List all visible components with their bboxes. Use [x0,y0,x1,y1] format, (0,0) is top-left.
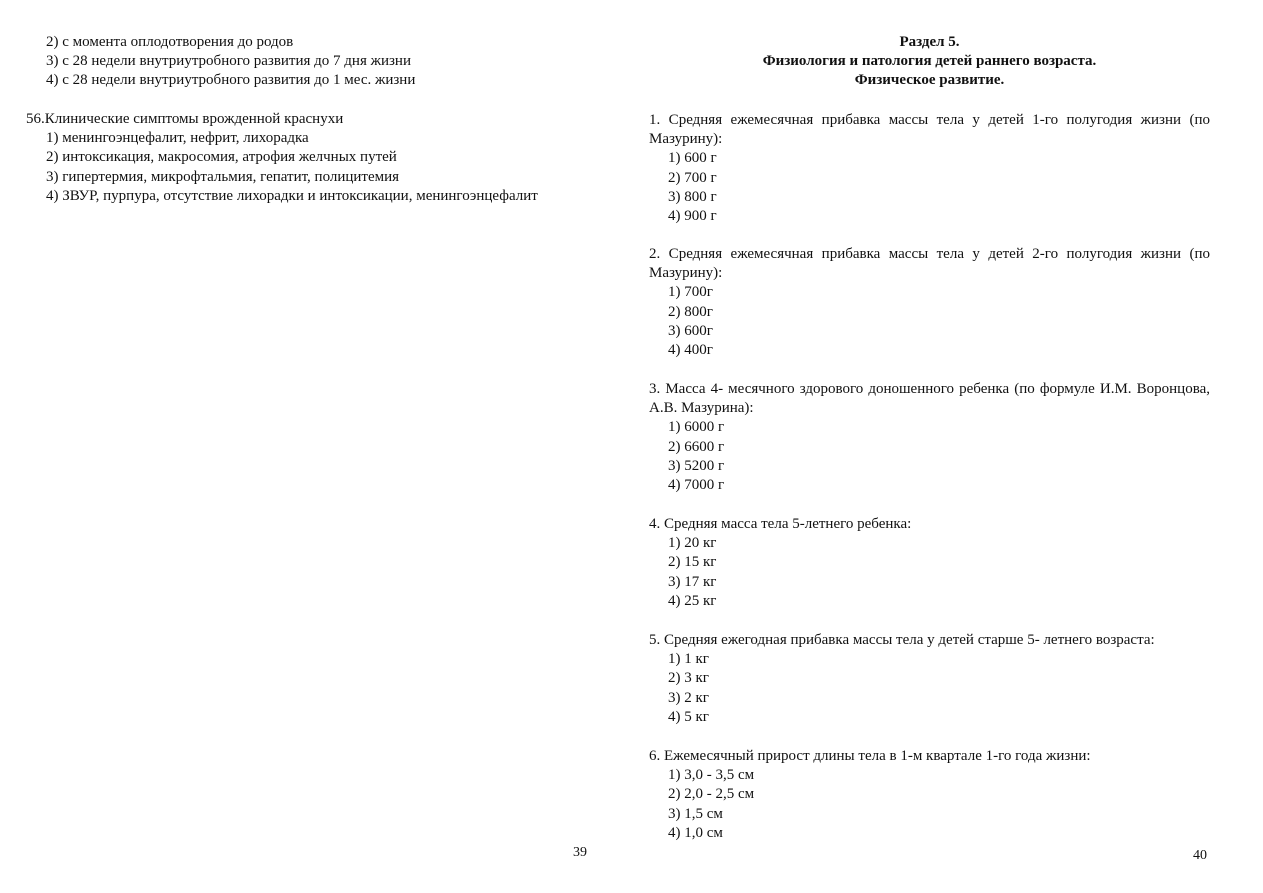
page-number-right: 40 [1193,848,1207,863]
list-item: 1) 600 г [668,150,717,167]
question-options [649,283,1210,360]
question-3 [649,380,1210,495]
question-options [649,149,1210,226]
list-item: 3) 600г [668,322,713,339]
list-item: 1) 700г [668,284,713,301]
section-number: Раздел 5. [899,34,960,50]
question-5 [649,631,1210,727]
list-item: 4) 5 кг [668,708,709,725]
question-56-options [26,129,586,206]
question-text: 3. Масса 4- месячного здорового доношенного ребенка (по формуле И.М. Воронцова, А.В. Мазурина): [649,381,1210,417]
list-item: 1) 1 кг [668,651,709,668]
list-item: 3) 800 г [668,188,717,205]
list-item: 3) гипертермия, микрофтальмия, гепатит, полицитемия [46,168,400,185]
question-options [649,766,1210,843]
section-heading [651,33,1208,91]
list-item: 3) 2 кг [668,689,709,706]
question-1 [649,111,1210,226]
list-item: 3) 17 кг [668,573,717,590]
list-item: 2) интоксикация, макросомия, атрофия желчных путей [46,149,397,166]
question-options [649,534,1210,611]
list-item: 3) 1,5 см [668,805,723,822]
list-item: 4) 7000 г [668,477,725,494]
right-page [631,0,1263,893]
list-item: 4) 1,0 см [668,824,723,841]
list-item: 1) 20 кг [668,535,717,552]
section-subtitle: Физическое развитие. [854,72,1005,89]
list-item: 4) ЗВУР, пурпура, отсутствие лихорадки и интоксикации, менингоэнцефалит [46,187,538,204]
question-2 [649,245,1210,360]
list-item: 3) 5200 г [668,457,725,474]
question-56 [26,110,586,206]
list-item: 1) 3,0 - 3,5 см [668,767,755,784]
page-number-left: 39 [573,845,587,860]
list-item: 1) менингоэнцефалит, нефрит, лихорадка [46,130,309,147]
question-text: 1. Средняя ежемесячная прибавка массы тела у детей 1-го полугодия жизни (по Мазурину): [649,112,1210,148]
list-item: 2) 700 г [668,169,717,186]
list-item: 4) 25 кг [668,592,717,609]
question-4 [649,515,1210,611]
question-text: 6. Ежемесячный прирост длины тела в 1-м квартале 1-го года жизни: [649,748,1091,764]
question-text: 5. Средняя ежегодная прибавка массы тела у детей старше 5- летнего возраста: [649,632,1155,648]
question-options [649,650,1210,727]
continued-options-list [26,33,415,91]
list-item: 4) с 28 недели внутриутробного развития до 1 мес. жизни [46,72,416,89]
list-item: 2) 3 кг [668,670,709,687]
list-item: 2) 2,0 - 2,5 см [668,786,755,803]
list-item: 1) 6000 г [668,419,725,436]
list-item: 4) 400г [668,342,713,359]
question-text: 2. Средняя ежемесячная прибавка массы тела у детей 2-го полугодия жизни (по Мазурину): [649,246,1210,282]
left-page [0,0,631,893]
list-item: 4) 900 г [668,208,717,225]
list-item: 3) с 28 недели внутриутробного развития до 7 дня жизни [46,53,411,70]
question-6 [649,747,1210,843]
question-text: 4. Средняя масса тела 5-летнего ребенка: [649,516,912,532]
list-item: 2) 15 кг [668,554,717,571]
question-56-title: 56.Клинические симптомы врожденной краснухи [26,111,344,127]
question-options [649,418,1210,495]
list-item: 2) с момента оплодотворения до родов [46,34,294,50]
list-item: 2) 6600 г [668,438,725,455]
list-item: 2) 800г [668,303,713,320]
section-title: Физиология и патология детей раннего возраста. [762,53,1097,70]
